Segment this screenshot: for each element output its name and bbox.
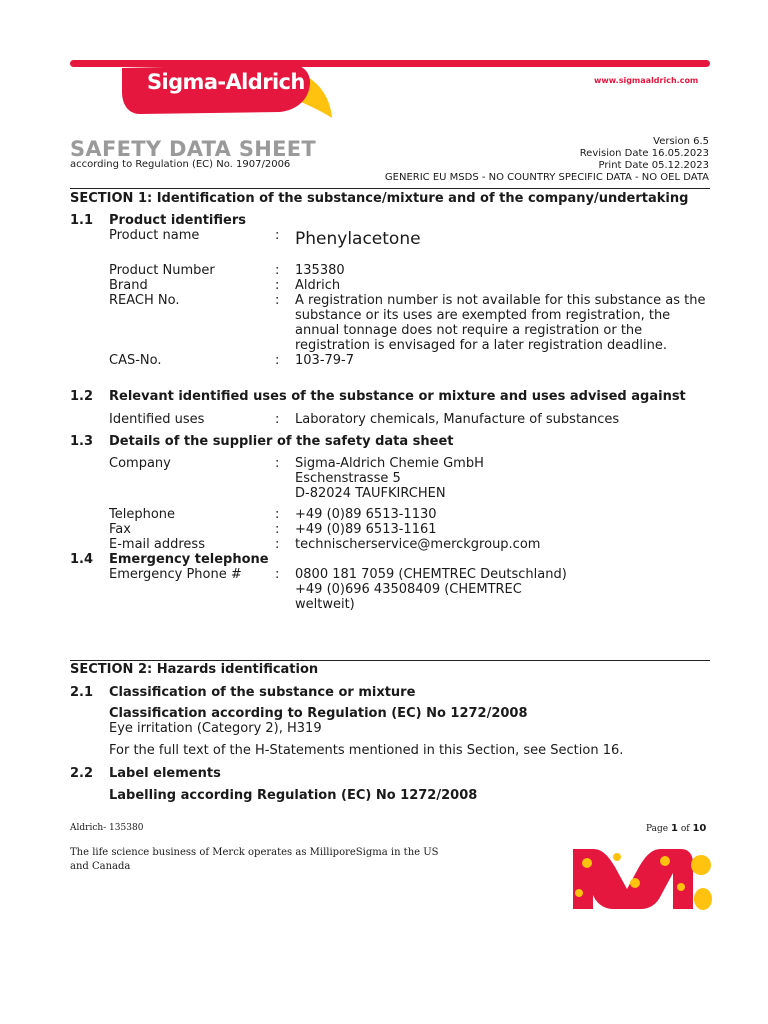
subsection-title: Emergency telephone <box>109 552 269 567</box>
email-link[interactable]: technischerservice@merckgroup.com <box>295 537 541 552</box>
website-link[interactable]: www.sigmaaldrich.com <box>594 76 699 85</box>
colon: : <box>275 456 280 471</box>
colon: : <box>275 522 280 537</box>
telephone[interactable]: +49 (0)89 6513-1130 <box>295 507 437 522</box>
subsection-title: Classification of the substance or mixture <box>109 685 416 700</box>
subsection-title: Product identifiers <box>109 213 246 228</box>
telephone-label: Telephone <box>109 507 176 522</box>
labelling-heading: Labelling according Regulation (EC) No 1272/2008 <box>109 788 478 803</box>
colon: : <box>275 293 280 308</box>
colon: : <box>275 567 280 582</box>
brand-label: Brand <box>109 278 148 293</box>
emergency-phone-label: Emergency Phone # <box>109 567 242 582</box>
cas-number: 103-79-7 <box>295 353 355 368</box>
company-line: Sigma-Aldrich Chemie GmbH <box>295 456 484 471</box>
colon: : <box>275 353 280 368</box>
subsection-number: 1.4 <box>70 552 94 567</box>
section-1-heading: SECTION 1: Identification of the substance/mixture and of the company/undertaking <box>70 191 689 206</box>
divider <box>70 660 710 661</box>
product-name: Phenylacetone <box>295 229 421 249</box>
reach-label: REACH No. <box>109 293 180 308</box>
reach-line: A registration number is not available for this substance as the <box>295 293 706 308</box>
brand-value: Aldrich <box>295 278 341 293</box>
generic-note: GENERIC EU MSDS - NO COUNTRY SPECIFIC DATA - NO OEL DATA <box>384 172 709 183</box>
subsection-number: 2.1 <box>70 685 94 700</box>
colon: : <box>275 507 280 522</box>
colon: : <box>275 228 280 243</box>
product-number: 135380 <box>295 263 345 278</box>
subsection-number: 1.1 <box>70 213 94 228</box>
page-indicator <box>646 823 706 834</box>
page-total: 10 <box>692 823 707 834</box>
subsection-title: Relevant identified uses of the substance or mixture and uses advised against <box>109 389 686 404</box>
document-title: SAFETY DATA SHEET <box>70 137 317 161</box>
sigma-aldrich-logo-text: Sigma-Aldrich <box>147 70 305 94</box>
document-subtitle: according to Regulation (EC) No. 1907/2006 <box>70 159 291 170</box>
revision-date: Revision Date 16.05.2023 <box>579 148 709 159</box>
subsection-title: Label elements <box>109 766 221 781</box>
fax-label: Fax <box>109 522 131 537</box>
classification: Eye irritation (Category 2), H319 <box>109 721 322 736</box>
cas-label: CAS-No. <box>109 353 162 368</box>
page-of: of <box>680 824 690 834</box>
email-label: E-mail address <box>109 537 205 552</box>
footer-note: The life science business of Merck operates as MilliporeSigma in the US and Canada <box>70 847 439 872</box>
divider <box>70 188 710 189</box>
product-number-label: Product Number <box>109 263 215 278</box>
subsection-number: 1.3 <box>70 434 94 449</box>
page-current: 1 <box>670 823 678 834</box>
classification-heading: Classification according to Regulation (EC) No 1272/2008 <box>109 706 528 721</box>
emergency-line: weltweit) <box>295 597 355 612</box>
reach-line: annual tonnage does not require a registration or the <box>295 323 643 338</box>
colon: : <box>275 412 280 427</box>
company-label: Company <box>109 456 171 471</box>
colon: : <box>275 263 280 278</box>
reach-line: registration is envisaged for a later registration deadline. <box>295 338 668 353</box>
emergency-line: +49 (0)696 43508409 (CHEMTREC <box>295 582 522 597</box>
merck-logo-icon <box>569 843 713 913</box>
company-line: D-82024 TAUFKIRCHEN <box>295 486 446 501</box>
identified-uses: Laboratory chemicals, Manufacture of substances <box>295 412 620 427</box>
page-prefix: Page <box>646 824 669 834</box>
reach-line: substance or its uses are exempted from registration, the <box>295 308 671 323</box>
fax: +49 (0)89 6513-1161 <box>295 522 437 537</box>
product-name-label: Product name <box>109 228 200 243</box>
subsection-title: Details of the supplier of the safety data sheet <box>109 434 454 449</box>
full-text-note: For the full text of the H-Statements mentioned in this Section, see Section 16. <box>109 743 624 758</box>
company-line: Eschenstrasse 5 <box>295 471 401 486</box>
subsection-number: 2.2 <box>70 766 94 781</box>
emergency-line: 0800 181 7059 (CHEMTREC Deutschland) <box>295 567 567 582</box>
section-2-heading: SECTION 2: Hazards identification <box>70 662 319 677</box>
subsection-number: 1.2 <box>70 389 94 404</box>
colon: : <box>275 278 280 293</box>
colon: : <box>275 537 280 552</box>
identified-uses-label: Identified uses <box>109 412 205 427</box>
version: Version 6.5 <box>653 136 709 147</box>
footer-product-ref: Aldrich- 135380 <box>70 823 144 833</box>
print-date: Print Date 05.12.2023 <box>598 160 709 171</box>
